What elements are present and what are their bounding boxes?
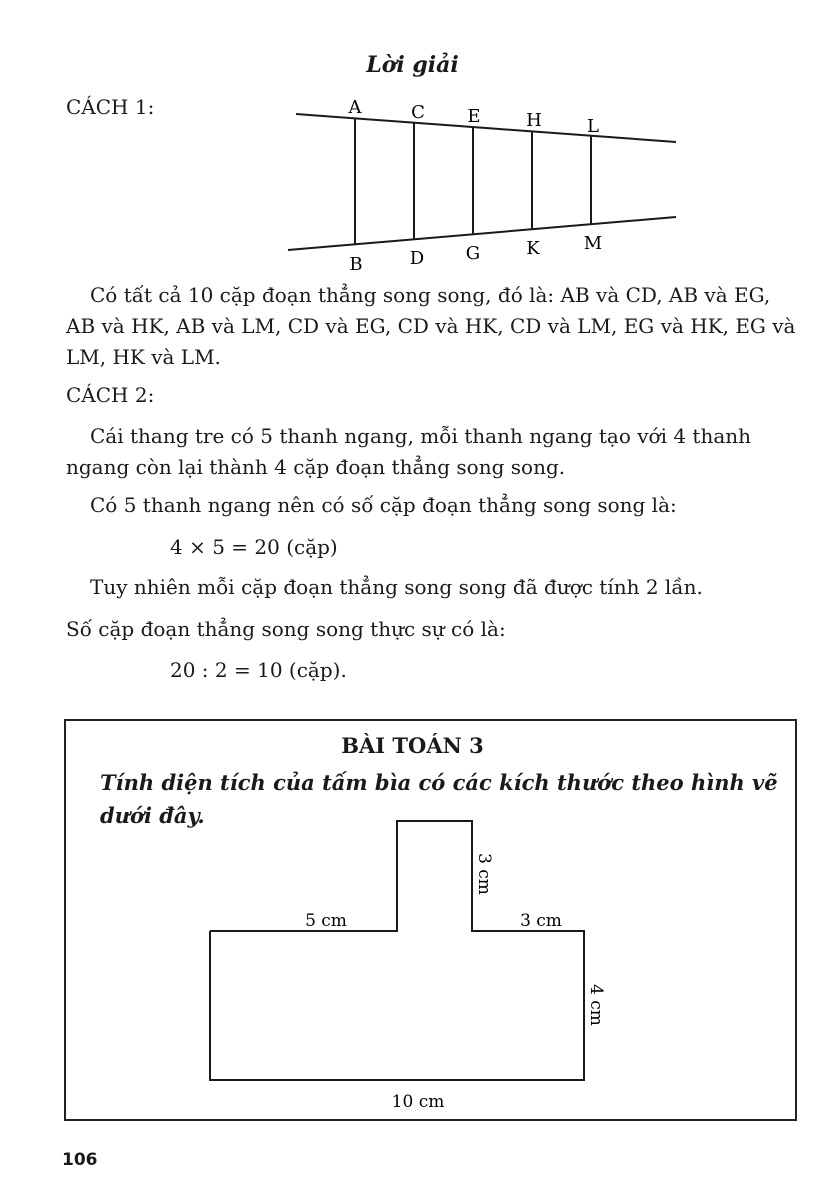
equation-1: 4 × 5 = 20 (cặp) [170,535,338,559]
dim-tab-height: 3 cm [474,853,494,895]
ladder-label-E: E [467,106,481,127]
dim-right-height: 4 cm [586,984,606,1026]
solution-title: Lời giải [366,52,459,78]
ladder-label-L: L [587,116,599,137]
method2-para1: Cái thang tre có 5 thanh ngang, mỗi thanh ngang tạo với 4 thanh ngang còn lại thành 4 cặp đoạn thẳng song song. [66,424,752,479]
dim-left-top: 5 cm [305,911,347,931]
dim-right-top: 3 cm [520,911,562,931]
ladder-label-B: B [349,254,363,275]
method1-label: CÁCH 1: [66,95,155,119]
method2-para2: Có 5 thanh ngang nên có số cặp đoạn thẳng song song là: [90,493,677,517]
problem-task: Tính diện tích của tấm bìa có các kích thước theo hình vẽ dưới đây. [100,770,778,828]
problem-title: BÀI TOÁN 3 [341,733,484,758]
ladder-label-A: A [348,97,362,118]
method2-para4: Số cặp đoạn thẳng song song thực sự có là: [66,617,506,641]
ladder-label-M: M [583,233,603,254]
cardboard-figure [0,800,825,1120]
ladder-label-D: D [409,248,425,269]
ladder-label-K: K [526,238,540,259]
ladder-label-C: C [411,102,425,123]
method2-para3: Tuy nhiên mỗi cặp đoạn thẳng song song đã được tính 2 lần. [90,575,703,599]
method1-text: Có tất cả 10 cặp đoạn thẳng song song, đó là: AB và CD, AB và EG, AB và HK, AB và LM, CD và EG, CD và HK, CD và LM, EG và HK, EG và LM, HK và LM. [66,283,796,369]
method2-label: CÁCH 2: [66,383,155,407]
ladder-figure [0,0,825,290]
dim-bottom: 10 cm [391,1092,445,1112]
ladder-label-H: H [526,110,542,131]
equation-2: 20 : 2 = 10 (cặp). [170,658,347,682]
page-number: 106 [62,1150,98,1170]
ladder-label-G: G [465,243,481,264]
